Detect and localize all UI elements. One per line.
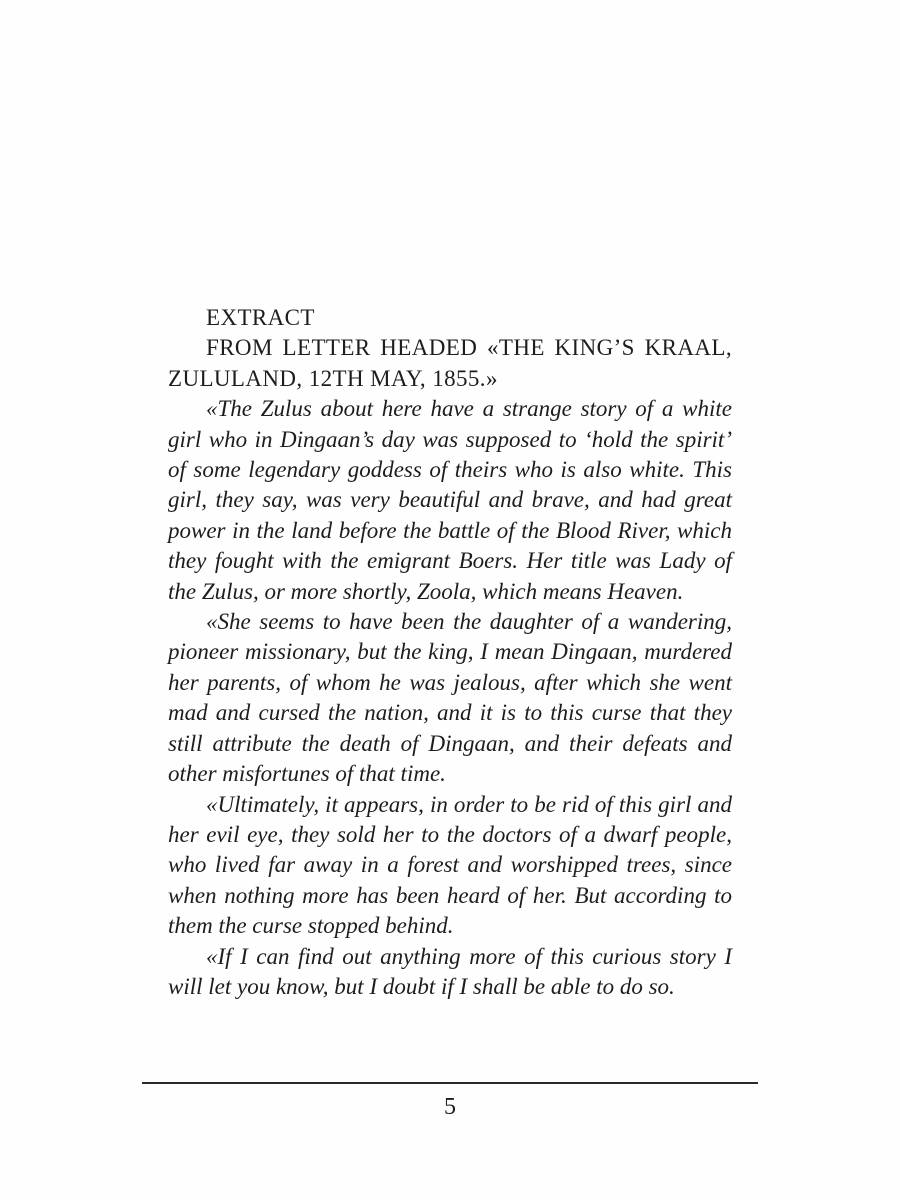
paragraph: «If I can find out anything more of this curious story I will let you know, but I doubt if I shall be able to do so.	[168, 943, 732, 999]
paragraph: «Ultimately, it appears, in order to be rid of this girl and her evil eye, they sold her to the doctors of a dwarf people, who lived far away in a forest and worshipped trees, since when nothing more has been heard of her. But according to them the curse stopped behind.	[168, 791, 732, 939]
letter-heading: FROM LETTER HEADED «THE KING’S KRAAL, ZULULAND, 12TH MAY, 1855.»	[168, 335, 732, 391]
footer-rule	[142, 1082, 758, 1084]
paragraph: «She seems to have been the daughter of a wandering, pioneer missionary, but the king, I mean Dingaan, murdered her parents, of whom he was jealous, after which she went mad and cursed the nation, and it is to this curse that they still attribute the death of Dingaan, and their defeats and other misfortunes of that time.	[168, 609, 732, 787]
extract-heading: EXTRACT	[206, 305, 315, 330]
paragraph: «The Zulus about here have a strange story of a white girl who in Dingaan’s day was supposed to ‘hold the spirit’ of some legendary goddess of theirs who is also white. This girl, they say, was very beautiful and brave, and had great power in the land before the battle of the Blood River, which they fought with the emigrant Boers. Her title was Lady of the Zulus, or more shortly, Zoola, which means Heaven.	[168, 396, 732, 604]
page-content	[168, 303, 732, 1002]
page-number: 5	[444, 1094, 456, 1120]
